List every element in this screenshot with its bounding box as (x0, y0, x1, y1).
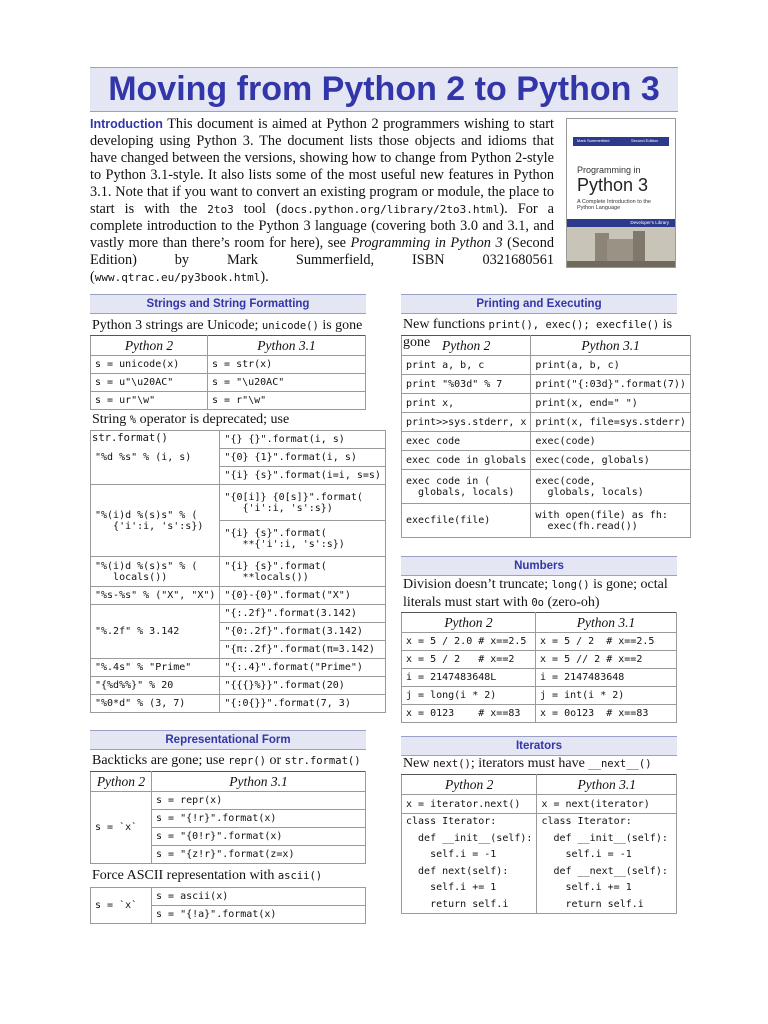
iterators-desc-text: New (403, 756, 433, 771)
table-header-row (91, 772, 366, 792)
table-row (91, 557, 386, 587)
strings-desc-2-code-percent: % (129, 414, 137, 426)
cell-py2: x = 0123 # x==83 (402, 705, 536, 723)
strings-desc-2-code-format: str.format() (92, 432, 168, 444)
cell-py2: "{%d%%}" % 20 (91, 677, 220, 695)
printing-desc-text: New functions (403, 317, 489, 332)
cell-py3: class Iterator: def __init__(self): self.i = -1 def __next__(self): self.i += 1 return self.i (537, 814, 677, 914)
cell-py3: "{i} {s}".format( **{'i':i, 's':s}) (220, 521, 386, 557)
cell-py3: "{0} {1}".format(i, s) (220, 449, 386, 467)
table-header-row (402, 613, 677, 633)
cell-py3: exec(code, globals) (531, 451, 691, 470)
cell-py3: exec(code) (531, 432, 691, 451)
intro-text-1: This document is aimed at Python 2 programmers wishing to start developing using Python 3. The document lists those objects and idioms that have changed between the versions, showing how to change from Python 2-style to Python 3.1-style. It also lists some of the most useful new features in Python 3.1. Note that if you want to convert an existing program or module, the place to start is with the (90, 116, 554, 217)
iterators-desc-code-next: next() (432, 758, 471, 770)
cell-py3: s = "{z!r}".format(z=x) (152, 846, 366, 864)
repr-desc-1-mid: or (266, 753, 285, 768)
table-row (402, 504, 691, 538)
table-row (91, 888, 366, 906)
intro-book-title: Programming in Python 3 (350, 235, 503, 251)
cell-py2: s = `x` (91, 888, 152, 924)
cell-py3: x = 0o123 # x==83 (536, 705, 677, 723)
cover-series-bar (567, 219, 675, 227)
cover-series: Developer's Library (630, 220, 669, 225)
cell-py3: x = next(iterator) (537, 795, 677, 814)
cell-py2: exec code in ( globals, locals) (402, 470, 531, 504)
cell-py3: s = r"\w" (208, 392, 366, 410)
strings-unicode-table (90, 335, 366, 410)
cell-py3: s = repr(x) (152, 792, 366, 810)
iterators-desc (403, 755, 677, 773)
intro-text-5: ). (260, 269, 269, 285)
cell-py2: print>>sys.stderr, x (402, 413, 531, 432)
numbers-table (401, 612, 677, 723)
strings-desc-1-tail: is gone (318, 318, 363, 333)
cell-py3: "{0[i]} {0[s]}".format( {'i':i, 's':s}) (220, 485, 386, 521)
cover-edition: Second Edition (631, 138, 658, 143)
cell-py3: s = "{!r}".format(x) (152, 810, 366, 828)
cell-py2: print "%03d" % 7 (402, 375, 531, 394)
cell-py2: x = 5 / 2.0 # x==2.5 (402, 633, 536, 651)
cell-py3: "{i} {s}".format(i=i, s=s) (220, 467, 386, 485)
cell-py3: s = ascii(x) (152, 888, 366, 906)
table-row (91, 431, 386, 449)
table-row (402, 470, 691, 504)
cell-py2: execfile(file) (402, 504, 531, 538)
table-row (91, 605, 386, 623)
cell-py3: "{π:.2f}".format(π=3.142) (220, 641, 386, 659)
repr-desc-2-text: Force ASCII representation with (92, 868, 278, 883)
ascii-table (90, 887, 366, 924)
table-row (402, 356, 691, 375)
header-python3: Python 3.1 (531, 336, 691, 356)
header-python2: Python 2 (402, 336, 531, 356)
table-row (402, 687, 677, 705)
cover-castle-photo (567, 227, 675, 267)
repr-desc-1 (92, 752, 366, 770)
cell-py2: print a, b, c (402, 356, 531, 375)
cell-py3: s = "{0!r}".format(x) (152, 828, 366, 846)
introduction-paragraph (90, 116, 554, 286)
cover-title-big: Python 3 (577, 175, 649, 195)
table-row (402, 705, 677, 723)
cell-py2: exec code in globals (402, 451, 531, 470)
cell-py2: "%(i)d %(s)s" % ( {'i':i, 's':s}) (91, 485, 220, 557)
strings-heading: Strings and String Formatting (90, 294, 366, 314)
table-row (91, 587, 386, 605)
page-title: Moving from Python 2 to Python 3 (108, 70, 660, 108)
cell-py2: class Iterator: def __init__(self): self.i = -1 def next(self): self.i += 1 return self.i (402, 814, 537, 914)
table-row (91, 485, 386, 521)
cell-py2: "%.4s" % "Prime" (91, 659, 220, 677)
cell-py2: "%(i)d %(s)s" % ( locals()) (91, 557, 220, 587)
table-row (91, 792, 366, 810)
cell-py3: i = 2147483648 (536, 669, 677, 687)
cell-py3: s = "{!a}".format(x) (152, 906, 366, 924)
cell-py2: s = u"\u20AC" (91, 374, 208, 392)
cell-py2: print x, (402, 394, 531, 413)
strings-desc-2-mid: operator is deprecated; use (136, 412, 290, 427)
header-python2: Python 2 (402, 775, 537, 795)
cell-py2: x = 5 / 2 # x==2 (402, 651, 536, 669)
table-row (402, 651, 677, 669)
printing-heading: Printing and Executing (401, 294, 677, 314)
table-row (91, 677, 386, 695)
intro-text-3: ). For a complete introduction to the Python 3 language (covering both 3.0 and 3.1, and vastly more than there’s room for here), see (90, 201, 554, 251)
table-row (402, 375, 691, 394)
cover-subtitle: A Complete Introduction to the Python Language (577, 199, 651, 211)
book-cover-image (566, 118, 676, 268)
table-row (91, 659, 386, 677)
header-python2: Python 2 (91, 772, 152, 792)
strings-format-table (90, 430, 386, 713)
repr-desc-1-code-repr: repr() (228, 755, 266, 767)
printing-desc-tail: is gone (403, 317, 673, 350)
numbers-desc-tail: (zero-oh) (543, 595, 600, 610)
cell-py3: print(x, file=sys.stderr) (531, 413, 691, 432)
cell-py2: exec code (402, 432, 531, 451)
strings-desc-2-text: String (92, 412, 130, 427)
cell-py2: x = iterator.next() (402, 795, 537, 814)
cell-py2: "%s-%s" % ("X", "X") (91, 587, 220, 605)
cell-py3: "{:.2f}".format(3.142) (220, 605, 386, 623)
intro-text-4: (Second Edition) by Mark Summerfield, ISBN 0321680561 ( (90, 235, 554, 285)
table-row (402, 669, 677, 687)
repr-heading: Representational Form (90, 730, 366, 750)
iterators-heading: Iterators (401, 736, 677, 756)
table-header-row (402, 775, 677, 795)
intro-url-book: www.qtrac.eu/py3book.html (94, 271, 261, 284)
printing-desc-code: print(), exec(); execfile() (488, 319, 660, 331)
printing-table (401, 335, 691, 538)
table-row (402, 795, 677, 814)
cell-py2: j = long(i * 2) (402, 687, 536, 705)
header-python3: Python 3.1 (537, 775, 677, 795)
table-row (91, 392, 366, 410)
cover-author: Mark Summerfield (577, 138, 610, 143)
table-header-row (402, 336, 691, 356)
cell-py2: i = 2147483648L (402, 669, 536, 687)
numbers-desc-code-long: long() (551, 579, 590, 591)
cell-py3: print(a, b, c) (531, 356, 691, 375)
intro-label: Introduction (90, 117, 163, 131)
cell-py3: "{0:.2f}".format(3.142) (220, 623, 386, 641)
iterators-desc-mid: ; iterators must have (470, 756, 589, 771)
cell-py3: x = 5 / 2 # x==2.5 (536, 633, 677, 651)
cell-py3: s = str(x) (208, 356, 366, 374)
strings-desc-1-code: unicode() (261, 320, 319, 332)
table-row (91, 695, 386, 713)
repr-desc-2 (92, 867, 366, 885)
table-header-row (91, 336, 366, 356)
cell-py2: "%0*d" % (3, 7) (91, 695, 220, 713)
castle-illustration (567, 227, 675, 267)
header-python2: Python 2 (402, 613, 536, 633)
table-row (91, 356, 366, 374)
cover-title-small: Programming in (577, 165, 641, 175)
cell-py2: s = `x` (91, 792, 152, 864)
strings-desc-1-text: Python 3 strings are Unicode; (92, 318, 262, 333)
cell-py3: "{:0{}}".format(7, 3) (220, 695, 386, 713)
numbers-desc (403, 576, 677, 612)
iterators-table (401, 774, 677, 914)
iterators-desc-code-dunder-next: __next__() (588, 758, 652, 770)
cell-py3: "{} {}".format(i, s) (220, 431, 386, 449)
cell-py3: s = "\u20AC" (208, 374, 366, 392)
table-row (402, 633, 677, 651)
repr-desc-1-text: Backticks are gone; use (92, 753, 229, 768)
cell-py3: j = int(i * 2) (536, 687, 677, 705)
cell-py2: s = unicode(x) (91, 356, 208, 374)
cell-py3: "{:.4}".format("Prime") (220, 659, 386, 677)
table-row (402, 451, 691, 470)
numbers-heading: Numbers (401, 556, 677, 576)
table-row (402, 814, 677, 914)
intro-url-2to3: docs.python.org/library/2to3.html (280, 203, 500, 216)
cell-py3: print("{:03d}".format(7)) (531, 375, 691, 394)
cell-py2: s = ur"\w" (91, 392, 208, 410)
header-python3: Python 3.1 (208, 336, 366, 356)
cell-py2: "%.2f" % 3.142 (91, 605, 220, 659)
cell-py3: "{{{}%}}".format(20) (220, 677, 386, 695)
numbers-desc-code-octal: 0o (531, 597, 544, 609)
intro-text-2: tool ( (233, 201, 281, 217)
cell-py2: "%d %s" % (i, s) (91, 431, 220, 485)
cell-py3: with open(file) as fh: exec(fh.read()) (531, 504, 691, 538)
strings-desc-1 (92, 317, 366, 335)
cell-py3: exec(code, globals, locals) (531, 470, 691, 504)
intro-tool: 2to3 (207, 203, 234, 216)
table-row (402, 394, 691, 413)
cell-py3: "{0}-{0}".format("X") (220, 587, 386, 605)
numbers-desc-text: Division doesn’t truncate; (403, 577, 552, 592)
repr-desc-2-code: ascii() (277, 870, 323, 882)
header-python3: Python 3.1 (152, 772, 366, 792)
table-row (402, 413, 691, 432)
repr-table (90, 771, 366, 864)
repr-desc-1-code-format: str.format() (284, 755, 361, 767)
title-banner (90, 67, 678, 112)
cell-py3: "{i} {s}".format( **locals()) (220, 557, 386, 587)
header-python2: Python 2 (91, 336, 208, 356)
numbers-desc-mid: is gone; octal literals must start with (403, 577, 668, 610)
header-python3: Python 3.1 (536, 613, 677, 633)
cell-py3: x = 5 // 2 # x==2 (536, 651, 677, 669)
cell-py3: print(x, end=" ") (531, 394, 691, 413)
table-row (91, 374, 366, 392)
table-row (402, 432, 691, 451)
